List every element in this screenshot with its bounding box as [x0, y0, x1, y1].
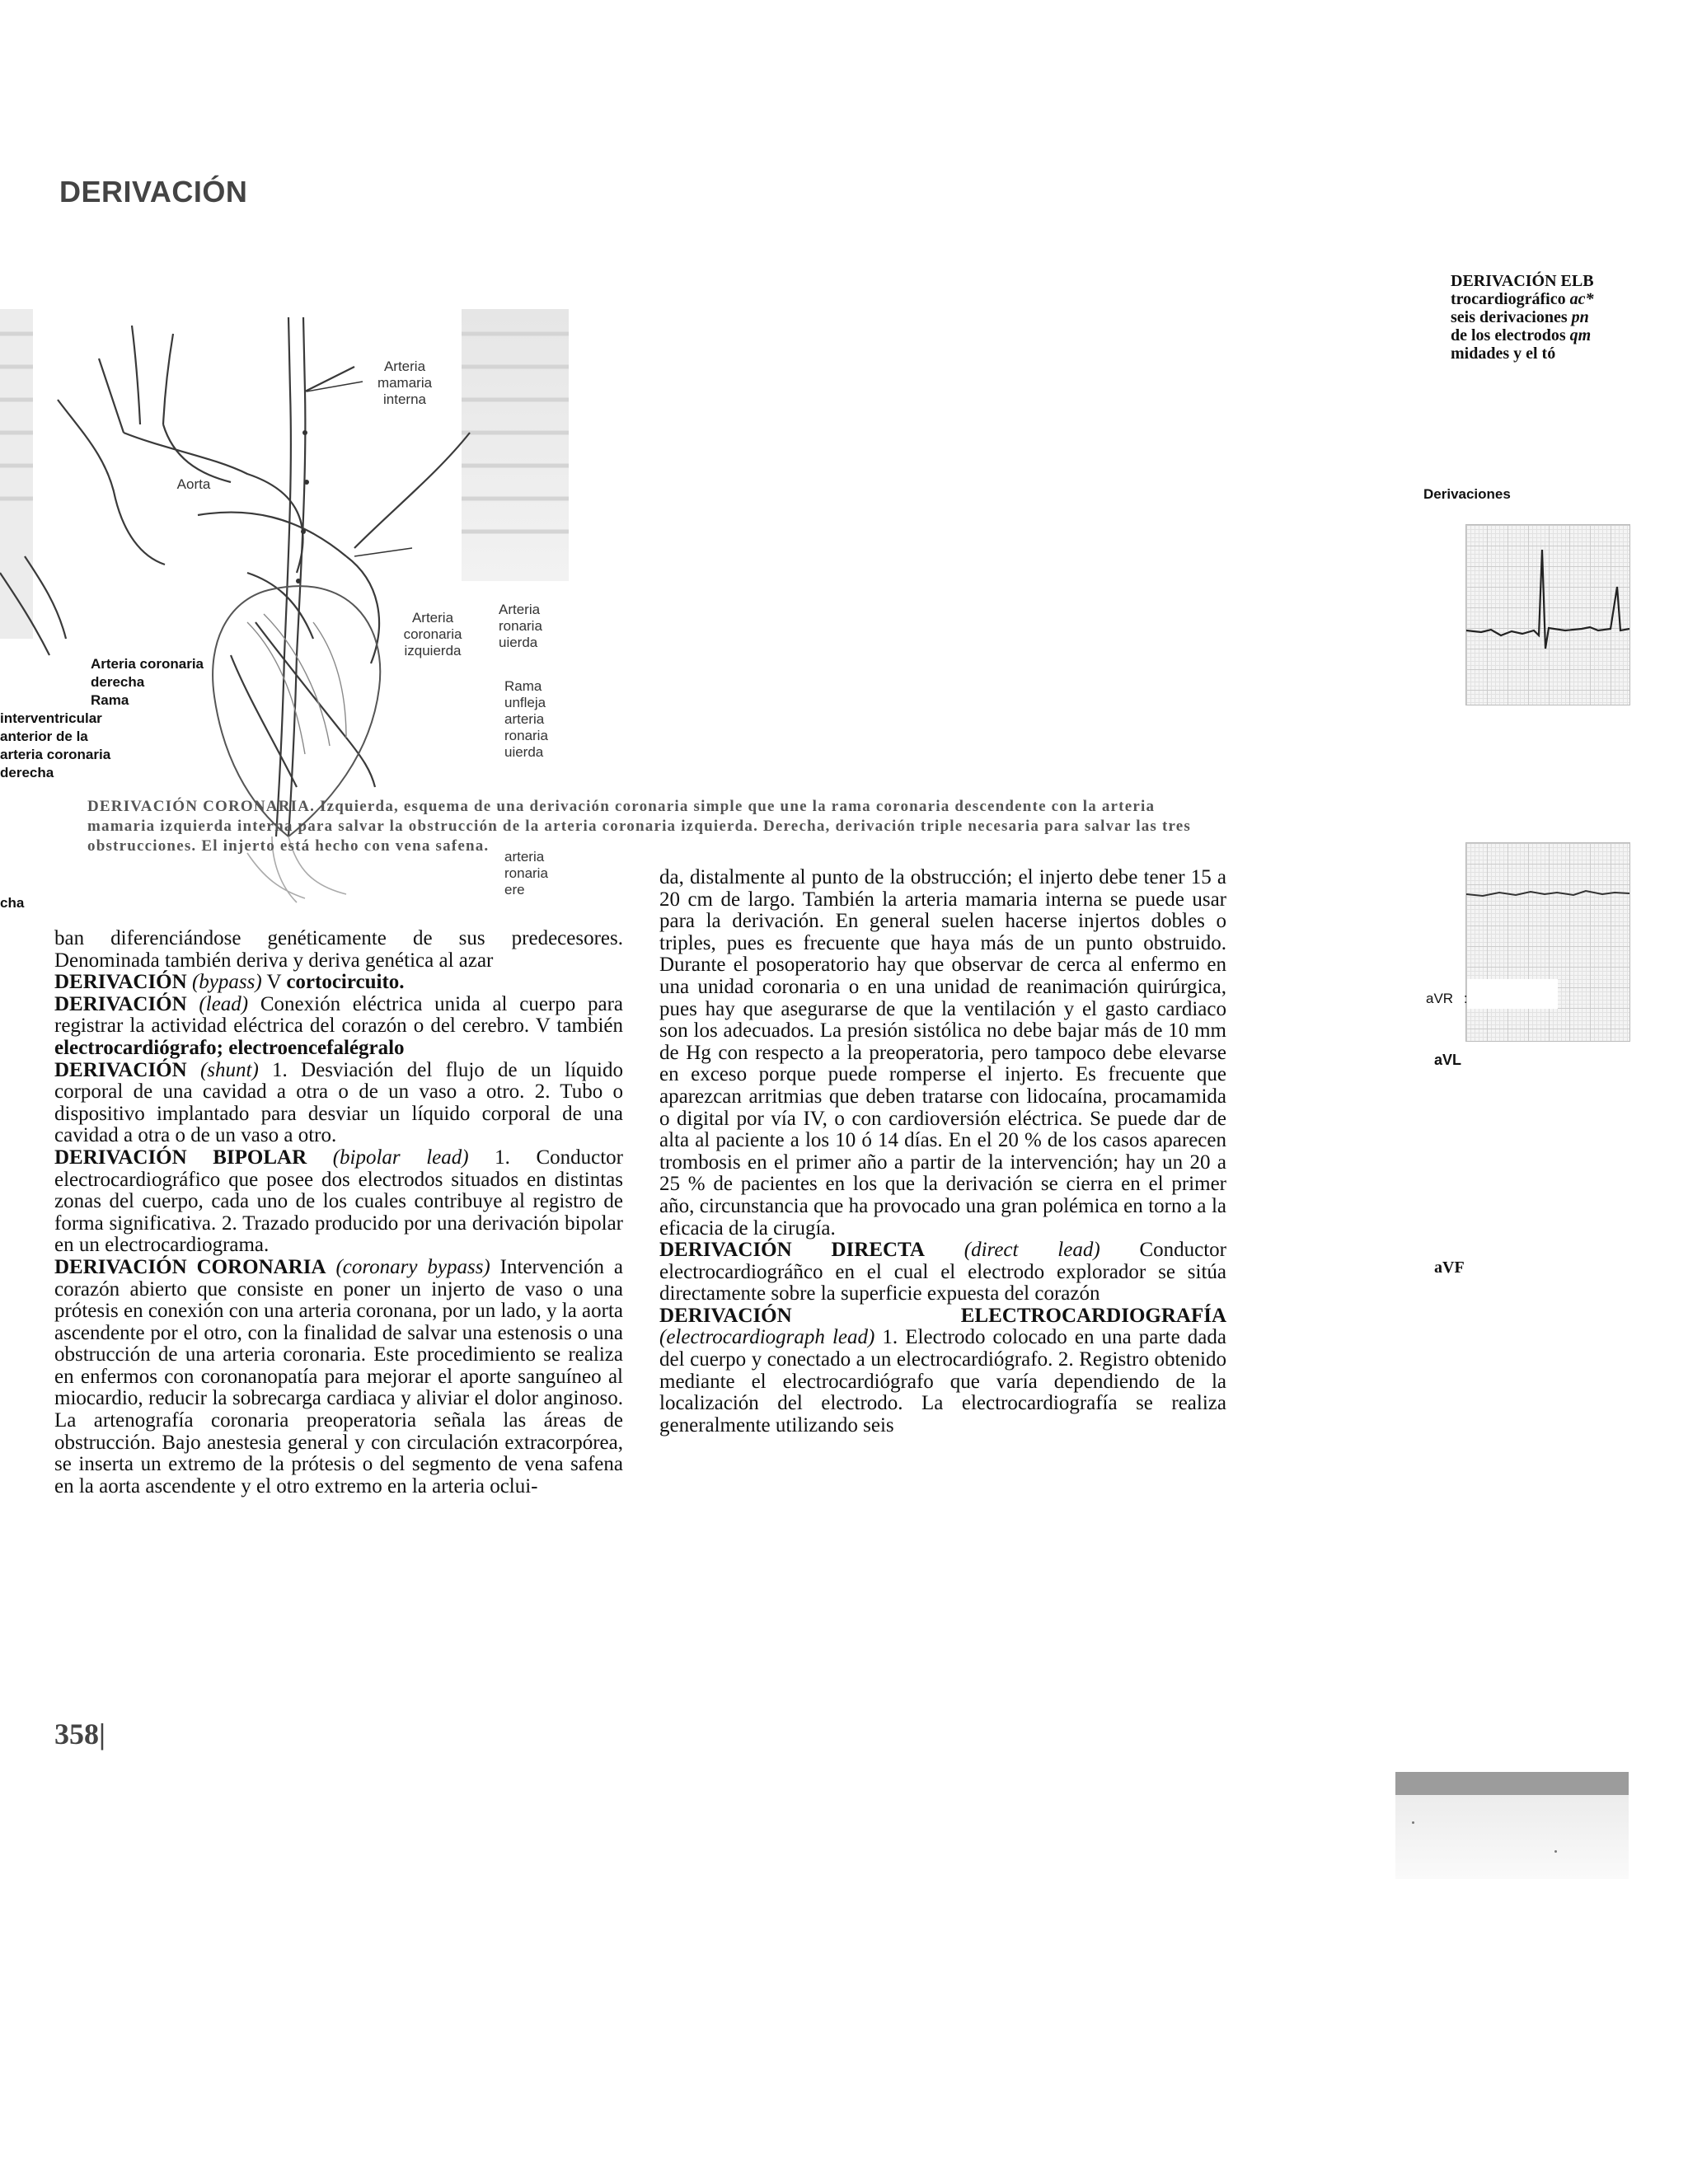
text-column-left	[54, 928, 623, 1497]
label-arteria-coronaria-izquierda	[396, 610, 470, 659]
entry-text: 1. Electrodo colocado en una parte dada del cuerpo y conectado a un electrocardiógrafo. 2. Registro obtenido mediante el electrocardiógrafo que varía dependiendo de la localización del electrodo. La electrocardiografía se realiza generalmente utilizando seis	[659, 1326, 1226, 1436]
label-line: arteria	[504, 711, 545, 727]
entry-ref: electrocardiógrafo; electroencefalégralo	[54, 1036, 405, 1059]
label-line: Arteria	[383, 359, 426, 374]
entry-head: DERIVACIÓN DIRECTA	[659, 1239, 925, 1262]
side-text: de los electrodos	[1451, 326, 1570, 344]
label-line: ronaria	[504, 728, 548, 743]
label-cut-arteria	[499, 602, 565, 651]
side-italic: qm	[1569, 326, 1592, 344]
side-line: midades y el tó	[1451, 344, 1556, 363]
entry-derivacion-shunt	[54, 1060, 623, 1147]
entry-term: (electrocardiograph lead)	[659, 1326, 875, 1349]
ecg-lead-avl-label: aVL	[1434, 1052, 1462, 1068]
ecg-lead-avr-label	[1426, 991, 1468, 1007]
entry-term: (lead)	[199, 992, 249, 1015]
entry-text: 1. Conductor electrocardiográfico que posee dos electrodos situados en distintas zonas del cuerpo, cada uno de los cuales contribuye al registro de forma significativa. 2. Trazado producido por una derivación bipolar en un electrocardiograma.	[54, 1146, 623, 1257]
label-arteria-mamaria	[359, 359, 450, 408]
paragraph: ban diferenciándose genéticamente de sus predecesores. Denominada también deriva y deriva genética al azar	[54, 927, 623, 972]
ecg-strip-top	[1465, 524, 1630, 705]
label-line: ronaria	[499, 618, 542, 634]
entry-derivacion-coronaria	[54, 1257, 623, 1498]
overlay-label-coronaria-derecha	[91, 655, 204, 710]
lead-avr-mark: :	[1463, 991, 1468, 1006]
entry-head: DERIVACIÓN	[54, 971, 187, 994]
page-header-title: DERIVACIÓN	[59, 175, 248, 209]
entry-text: Intervención a corazón abierto que consiste en poner un injerto de vaso o una prótesis en conexión con una arteria coronana, por un lado, y la aorta ascendente por el otro, con la finalidad de salvar una estenosis o una obstrucción de una arteria coronaria. Este procedimiento se realiza en enfermos con coronanopatía para mejorar el aporte sanguíneo al miocardio, reducir la sobrecarga cardiaca y aliviar el dolor anginoso. La artenografía coronaria preoperatoria señala las áreas de obstrucción. Bajo anestesia general y con circulación extracorpórea, se inserta un extremo de la prótesis o del segmento de vena safena en la aorta ascendente y el otro extremo en la arteria oclui-	[54, 1255, 624, 1497]
label-line: interna	[383, 391, 426, 407]
side-text: trocardiográfico	[1451, 290, 1570, 308]
label-line: anterior de la	[0, 729, 88, 744]
label-line: Rama	[504, 678, 542, 694]
label-line: arteria coronaria	[0, 747, 111, 762]
label-line: Arteria coronaria	[91, 656, 204, 672]
entry-text: Conductor electrocardiográñco en el cual el electrodo explorador se sitúa directamente sobre la superficie expuesta del corazón	[659, 1239, 1226, 1305]
ecg-label-mask	[1467, 979, 1558, 1009]
side-line	[1451, 326, 1648, 344]
label-line: derecha	[0, 765, 54, 780]
ecg-trace	[1463, 843, 1629, 1041]
entry-ref: cortocircuito.	[286, 971, 405, 994]
entry-term: (coronary bypass)	[335, 1255, 490, 1278]
label-line: coronaria	[403, 626, 462, 642]
entry-text: 1. Desviación del flujo de un líquido corporal de una cavidad a otra o de un vaso a otro. 2. Tubo o dispositivo implantado para desviar un líquido corporal de una cavidad a otra o de un vaso a otro.	[54, 1058, 624, 1147]
entry-derivacion-electrocardiografia	[659, 1305, 1226, 1437]
scan-speck	[1554, 1850, 1557, 1853]
ecg-lead-avf-label: aVF	[1434, 1258, 1465, 1277]
label-cut-rama	[504, 678, 567, 761]
page-number: 358|	[54, 1718, 106, 1750]
entry-head: DERIVACIÓN CORONARIA	[54, 1255, 326, 1278]
side-text: seis derivaciones	[1451, 308, 1572, 326]
side-entry-snippet	[1451, 272, 1648, 363]
side-italic: pn	[1571, 308, 1589, 326]
ecg-trace	[1466, 525, 1629, 705]
label-aorta: Aorta	[176, 476, 211, 492]
label-line: uierda	[499, 635, 538, 650]
label-line: derecha	[91, 674, 145, 690]
label-line: izquierda	[404, 643, 462, 658]
entry-text: Conexión eléctrica unida al cuerpo para registrar la actividad eléctrica del corazón o del cerebro. V también	[54, 992, 623, 1038]
label-line: uierda	[504, 744, 544, 760]
label-line: mamaria	[377, 375, 433, 391]
side-line: DERIVACIÓN ELB	[1451, 272, 1594, 290]
entry-derivacion-directa	[659, 1240, 1226, 1305]
entry-term: (shunt)	[199, 1058, 259, 1081]
label-line: interventricular	[0, 710, 102, 726]
label-line: Rama	[91, 692, 129, 708]
paragraph: da, distalmente al punto de la obstrucción; el injerto debe tener 15 a 20 cm de largo. También la arteria mamaria interna se puede usar para la derivación. En general suelen hacerse injertos dobles o triples, pues es frecuente que haya más de un punto obstruido. Durante el posoperatorio hay que observar de cerca al enfermo en una unidad coronaria o en una unidad de reanimación quirúrgica, pues hay que asegurarse de que la ventilación y el gasto cardiaco son los adecuados. La presión sistólica no debe bajar más de 10 mm de Hg con respecto a la preoperatoria, pero tampoco debe elevarse en exceso porque puede romperse el injerto. Es frecuente que aparezcan arritmias que deben tratarse con lidocaína, procamamida o digital por vía IV, o con cardioversión eléctrica. Se puede dar de alta al paciente a los 10 ó 14 días. En el 20 % de los casos aparecen trombosis en el primer año a partir de la intervención; hay un 20 a 25 % de pacientes en los que la derivación se cierra en el primer año, circunstancia que ha provocado una gran polémica en torno a la eficacia de la cirugía.	[659, 866, 1226, 1240]
entry-head: DERIVACIÓN	[54, 992, 187, 1015]
label-line: ere	[504, 882, 525, 898]
side-italic: ac*	[1569, 290, 1594, 308]
entry-derivacion-bypass	[54, 972, 623, 994]
entry-head: DERIVACIÓN	[54, 1058, 187, 1081]
label-line: unfleja	[504, 695, 546, 710]
label-line: arteria	[504, 849, 545, 865]
entry-term: (direct lead)	[964, 1239, 1100, 1262]
scan-artifact	[1395, 1772, 1629, 1879]
entry-see: V	[261, 971, 287, 994]
label-line: ronaria	[504, 865, 548, 881]
text-column-right	[659, 867, 1226, 1436]
label-cut-arteria-lower	[504, 849, 567, 898]
label-line: Arteria	[499, 602, 541, 617]
entry-term: (bipolar lead)	[332, 1146, 469, 1169]
lead-avr-text: aVR	[1426, 991, 1454, 1006]
overlay-label-interventricular	[0, 710, 110, 782]
figure-caption: DERIVACIÓN CORONARIA. Izquierda, esquema de una derivación coronaria simple que une la rama coronaria descendente con la arteria mamaria izquierda interna para salvar la obstrucción de la arteria coronaria izquierda. Derecha, derivación triple necesaria para salvar las tres obstrucciones. El injerto está hecho con vena safena.	[87, 798, 1192, 855]
entry-derivacion-bipolar	[54, 1147, 623, 1257]
ecg-strip-bottom	[1465, 842, 1630, 1042]
entry-derivacion-lead	[54, 994, 623, 1060]
entry-head: DERIVACIÓN ELECTROCARDIOGRAFÍA	[659, 1304, 1226, 1327]
label-line: Arteria	[411, 610, 454, 626]
side-line	[1451, 290, 1648, 308]
ecg-heading: Derivaciones	[1423, 486, 1511, 502]
scan-speck	[1412, 1821, 1414, 1824]
overlay-label-cha: cha	[0, 895, 25, 911]
side-line	[1451, 308, 1648, 326]
entry-term: (bypass)	[191, 971, 262, 994]
entry-head: DERIVACIÓN BIPOLAR	[54, 1146, 307, 1169]
